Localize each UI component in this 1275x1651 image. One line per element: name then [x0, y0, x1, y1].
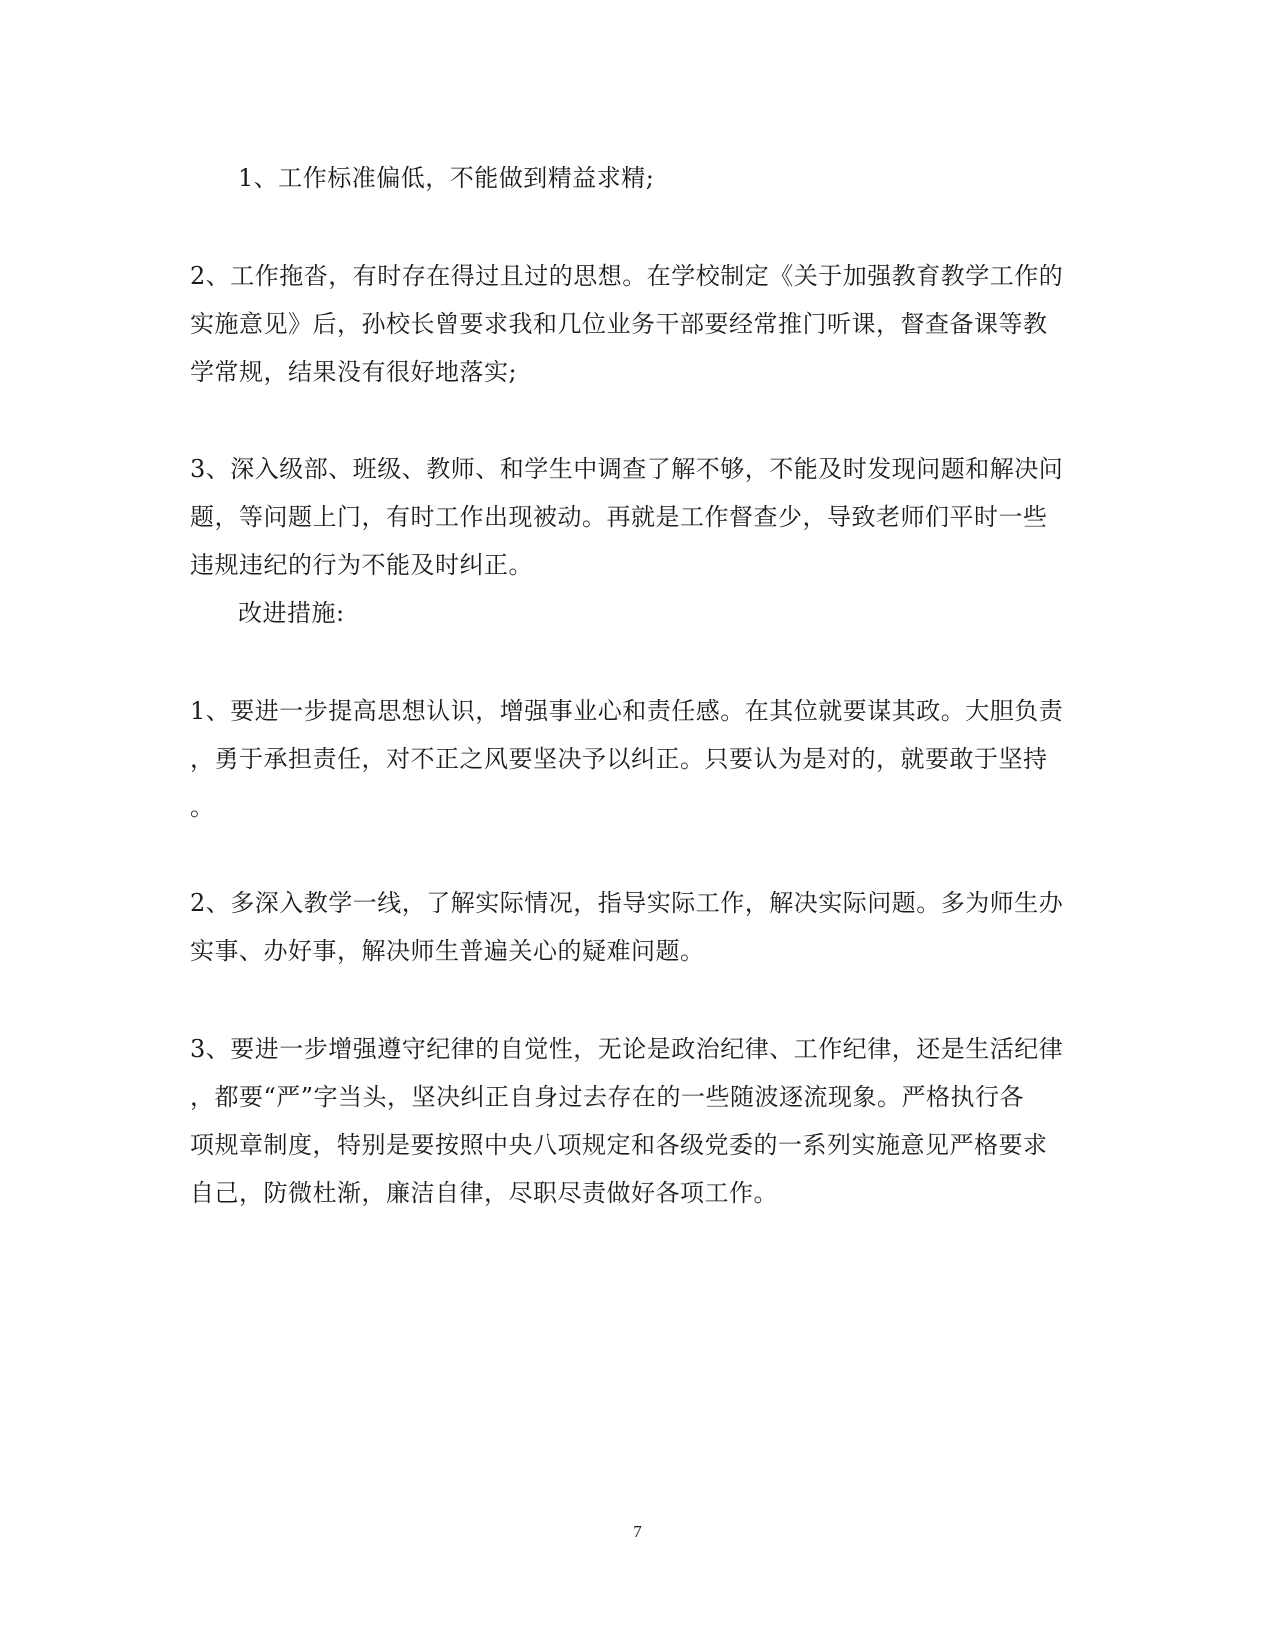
text-line: 实施意见》后，孙校长曾要求我和几位业务干部要经常推门听课，督查备课等教 [190, 310, 1048, 338]
text-line: 自己，防微杜渐，廉洁自律，尽职尽责做好各项工作。 [190, 1179, 778, 1207]
text-line: 2、多深入教学一线，了解实际情况，指导实际工作，解决实际问题。多为师生办 [190, 889, 1064, 917]
text-line: 题，等问题上门，有时工作出现被动。再就是工作督查少，导致老师们平时一些 [190, 503, 1048, 531]
text-line: 1、要进一步提高思想认识，增强事业心和责任感。在其位就要谋其政。大胆负责 [190, 697, 1064, 725]
text-line: 3、要进一步增强遵守纪律的自觉性，无论是政治纪律、工作纪律，还是生活纪律 [190, 1035, 1064, 1063]
text-line: 违规违纪的行为不能及时纠正。 [190, 551, 533, 579]
text-line: 实事、办好事，解决师生普遍关心的疑难问题。 [190, 937, 705, 965]
text-line: 1、工作标准偏低，不能做到精益求精; [238, 164, 655, 192]
text-line: 项规章制度，特别是要按照中央八项规定和各级党委的一系列实施意见严格要求 [190, 1131, 1048, 1159]
text-line: ，勇于承担责任，对不正之风要坚决予以纠正。只要认为是对的，就要敢于坚持 [190, 745, 1048, 773]
text-line: ，都要“严”字当头，坚决纠正自身过去存在的一些随波逐流现象。严格执行各 [190, 1083, 1025, 1111]
text-line: 2、工作拖沓，有时存在得过且过的思想。在学校制定《关于加强教育教学工作的 [190, 262, 1064, 290]
section-heading: 改进措施: [238, 599, 345, 627]
text-line: 学常规，结果没有很好地落实; [190, 358, 518, 386]
page-number: 7 [633, 1522, 642, 1541]
text-line: 3、深入级部、班级、教师、和学生中调查了解不够，不能及时发现问题和解决问 [190, 455, 1064, 483]
text-line: 。 [190, 793, 215, 821]
